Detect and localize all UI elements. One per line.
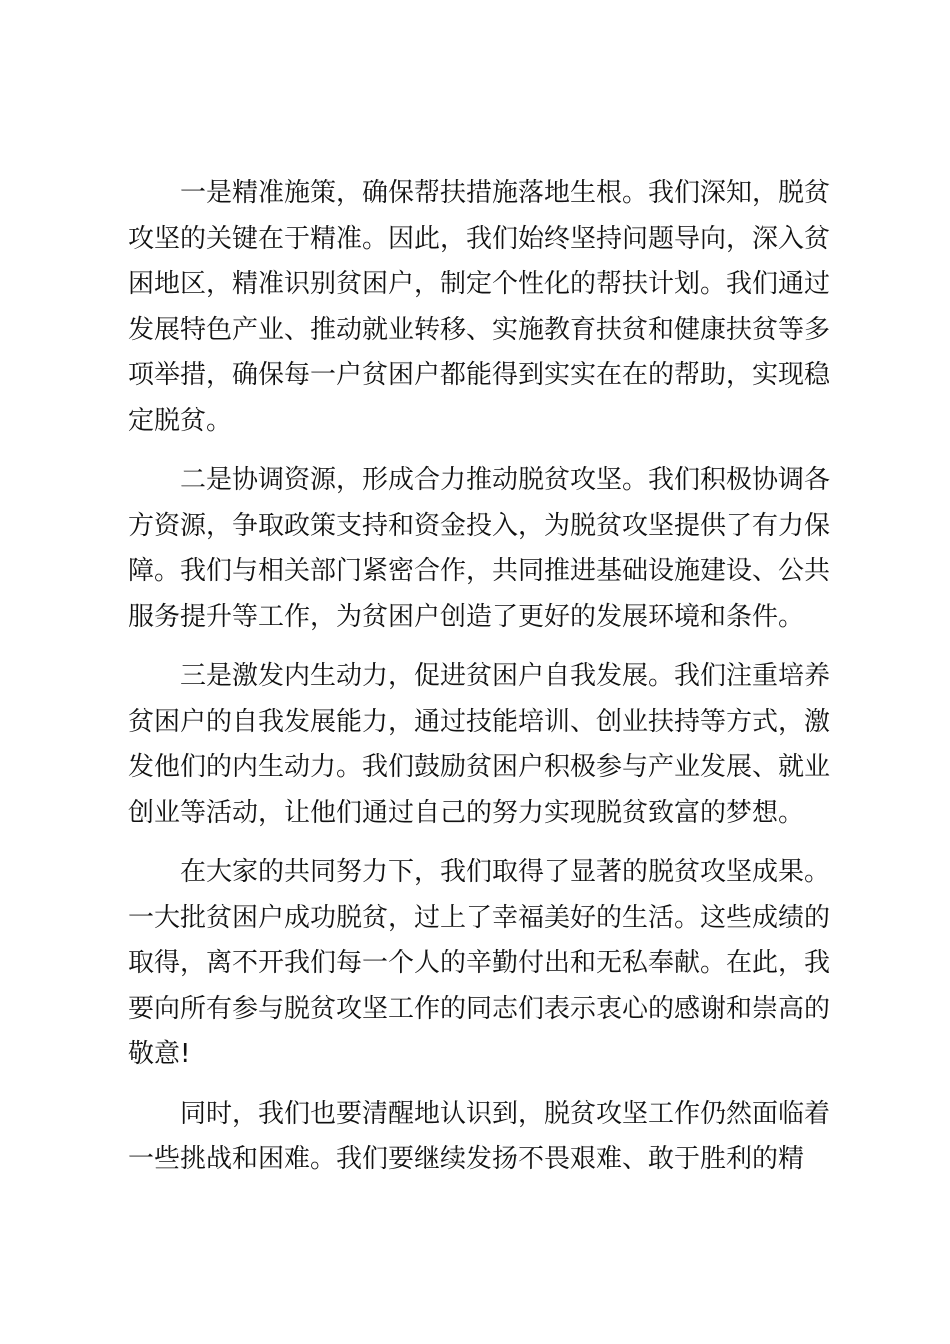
paragraph-coordinate-resources: 二是协调资源，形成合力推动脱贫攻坚。我们积极协调各方资源，争取政策支持和资金投入，为脱贫攻坚提供了有力保障。我们与相关部门紧密合作，共同推进基础设施建设、公共服务提升等工作，为贫困户创造了更好的发展环境和条件。: [128, 465, 831, 632]
paragraph-achievements: 在大家的共同努力下，我们取得了显著的脱贫攻坚成果。一大批贫困户成功脱贫，过上了幸福美好的生活。这些成绩的取得，离不开我们每一个人的辛勤付出和无私奉献。在此，我要向所有参与脱贫攻坚工作的同志们表示衷心的感谢和崇高的敬意!: [128, 857, 831, 1069]
document-body: [128, 171, 830, 1183]
paragraph-challenges: 同时，我们也要清醒地认识到，脱贫攻坚工作仍然面临着一些挑战和困难。我们要继续发扬不畏艰难、敢于胜利的精: [128, 1098, 831, 1174]
paragraph-inner-motivation: 三是激发内生动力，促进贫困户自我发展。我们注重培养贫困户的自我发展能力，通过技能培训、创业扶持等方式，激发他们的内生动力。我们鼓励贫困户积极参与产业发展、就业创业等活动，让他们通过自己的努力实现脱贫致富的梦想。: [128, 661, 831, 828]
paragraph-precise-measures: 一是精准施策，确保帮扶措施落地生根。我们深知，脱贫攻坚的关键在于精准。因此，我们始终坚持问题导向，深入贫困地区，精准识别贫困户，制定个性化的帮扶计划。我们通过发展特色产业、推动就业转移、实施教育扶贫和健康扶贫等多项举措，确保每一户贫困户都能得到实实在在的帮助，实现稳定脱贫。: [128, 178, 831, 436]
